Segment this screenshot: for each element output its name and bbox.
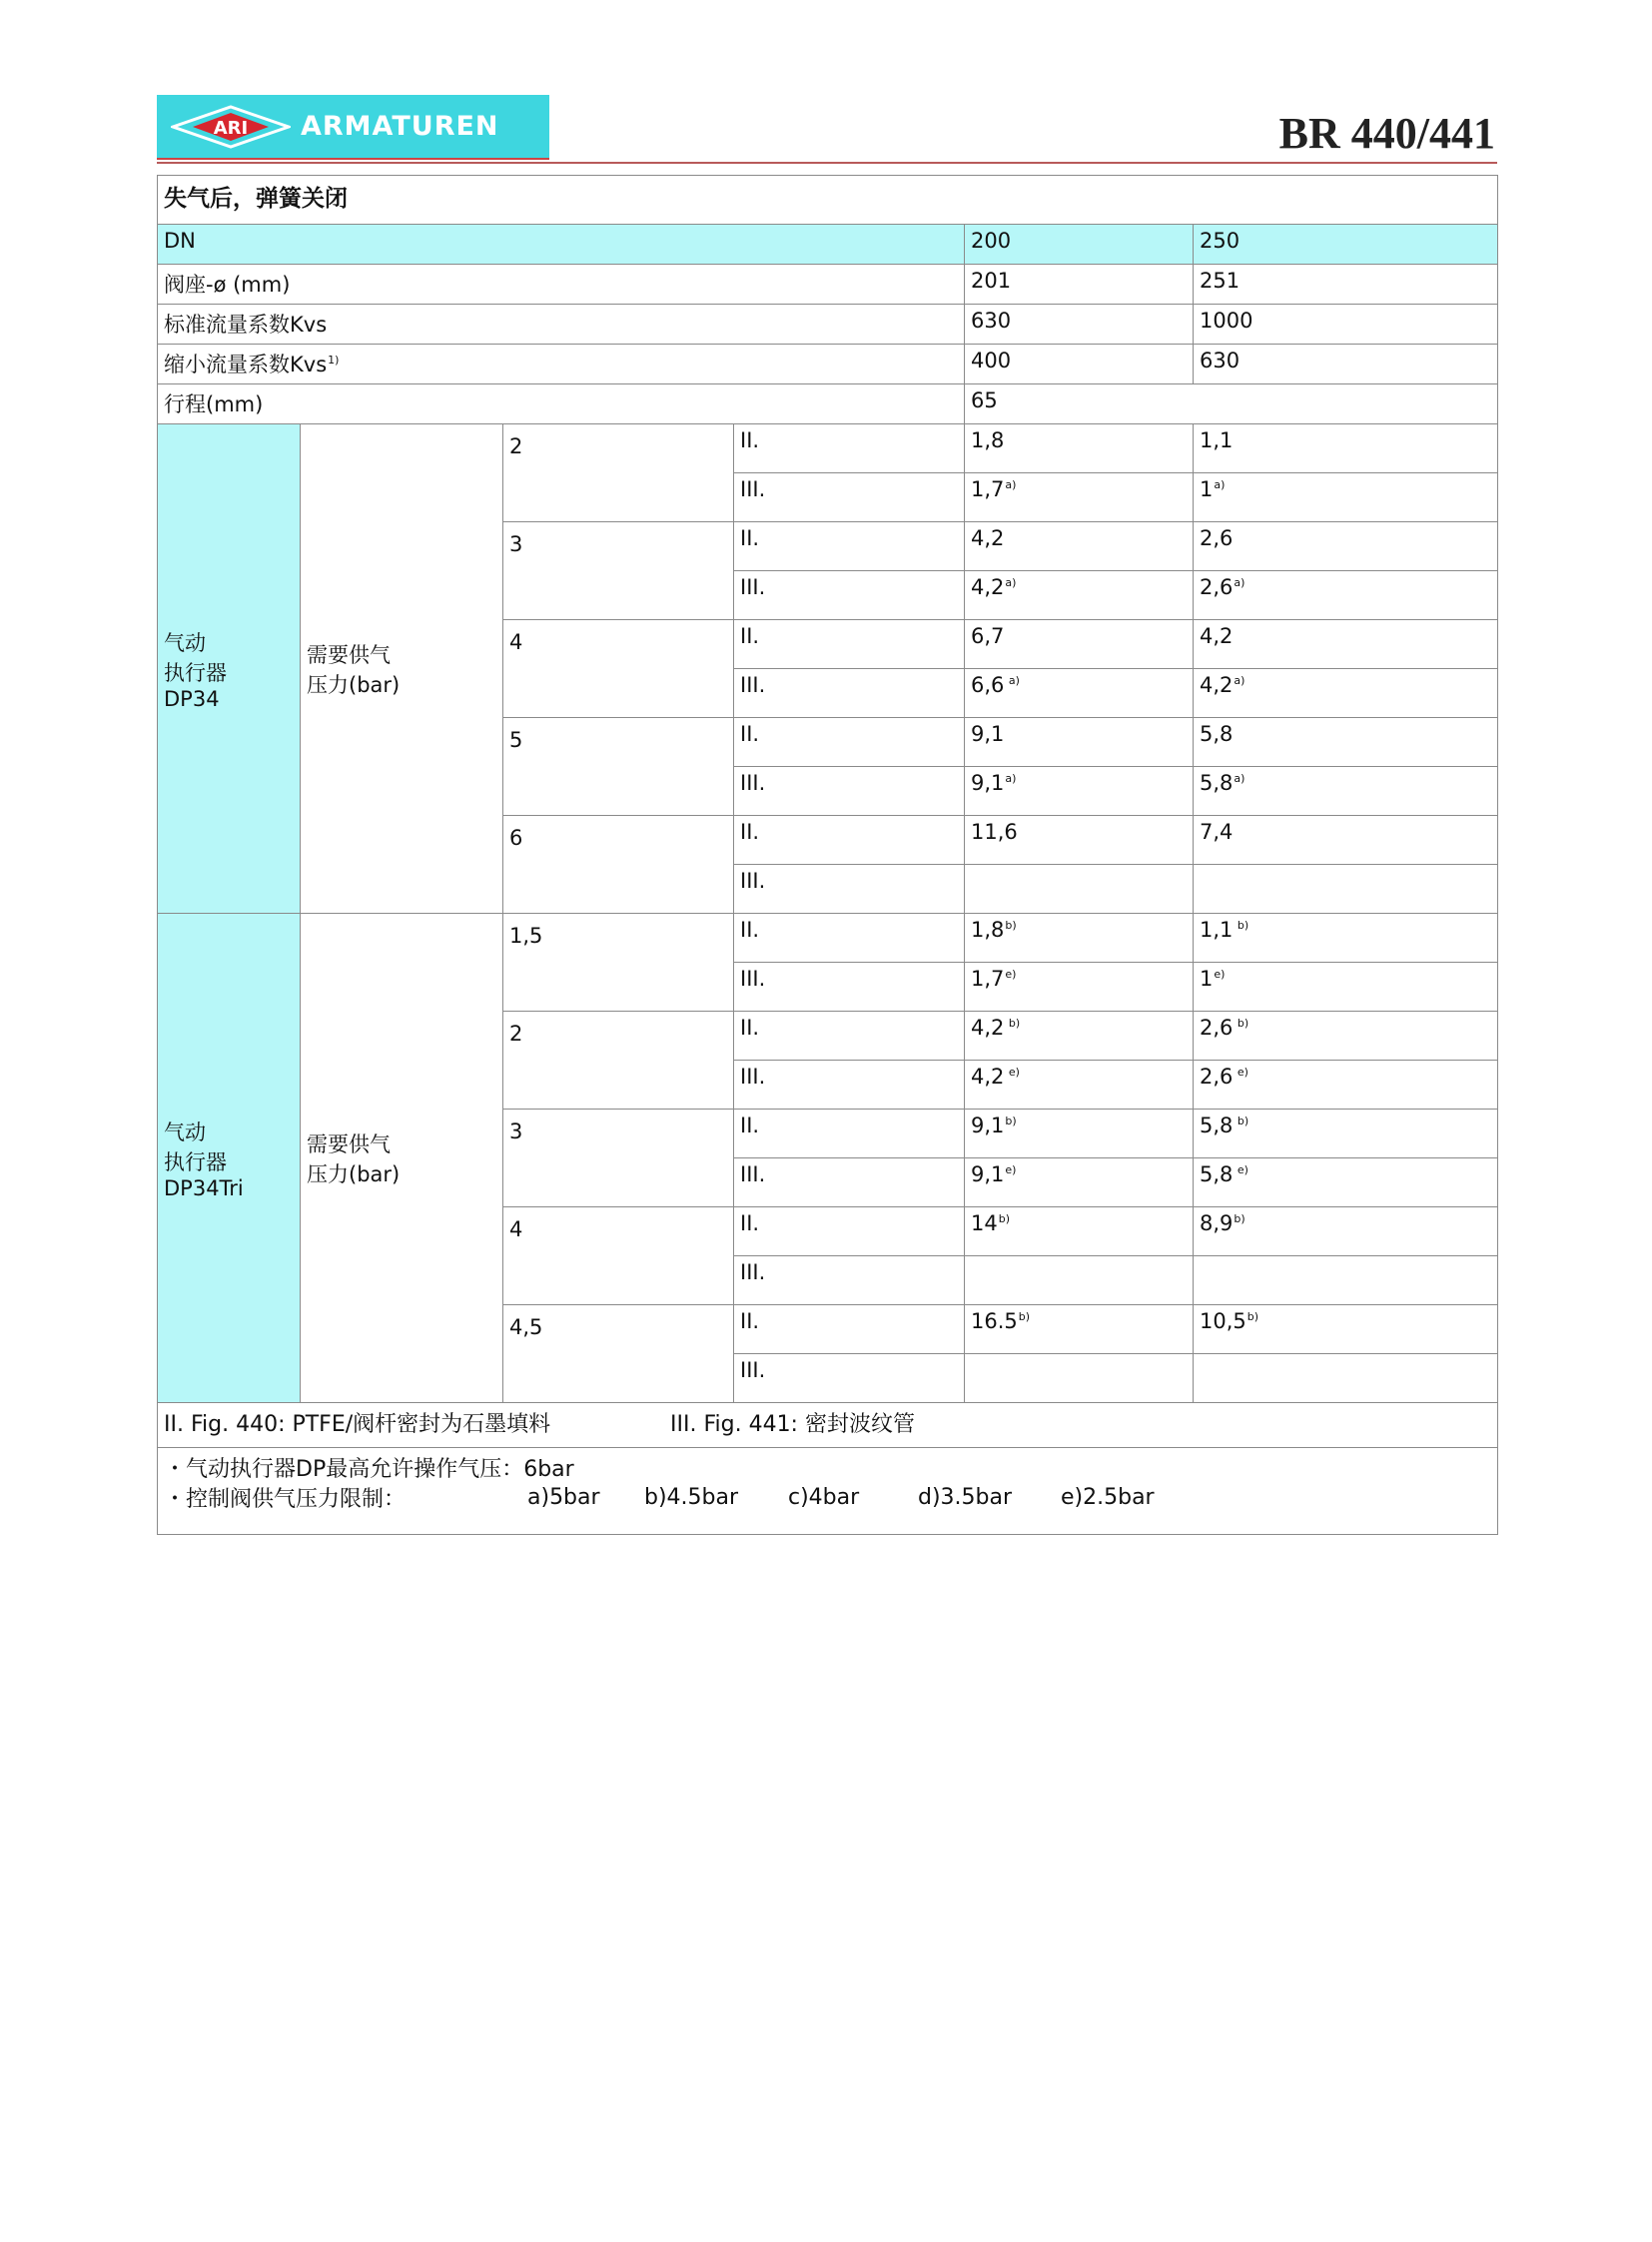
supply-pressure-value-2 <box>1194 669 1498 718</box>
fig-type: III. <box>734 1354 965 1403</box>
supply-pressure-value-1 <box>965 1012 1194 1061</box>
value-text: 4,2 <box>1200 624 1234 648</box>
value-text: 7,4 <box>1200 820 1234 844</box>
fig-types-row <box>158 1403 1498 1448</box>
value-footnote: a) <box>1234 772 1245 785</box>
seat-value-1: 201 <box>965 265 1194 305</box>
fig-type: II. <box>734 424 965 473</box>
kvs-reduced-value-2: 630 <box>1194 345 1498 384</box>
supply-pressure-value-2 <box>1194 424 1498 473</box>
supply-pressure-value-1 <box>965 718 1194 767</box>
pressure-value: 5 <box>503 718 734 816</box>
fig-type: II. <box>734 1012 965 1061</box>
header-rule <box>157 162 1497 164</box>
actuator-name-line: DP34 <box>164 686 220 711</box>
supply-pressure-value-2 <box>1194 1256 1498 1305</box>
pressure-label-line: 需要供气 <box>307 1131 391 1156</box>
supply-pressure-value-2 <box>1194 767 1498 816</box>
dn-value-1: 200 <box>965 225 1194 265</box>
fig-type: II. <box>734 522 965 571</box>
kvs-reduced-label <box>158 345 965 384</box>
value-text: 8,9 <box>1200 1211 1234 1235</box>
pressure-value: 2 <box>503 1012 734 1110</box>
supply-pressure-value-1 <box>965 424 1194 473</box>
value-text: 4,2 <box>971 1016 1005 1040</box>
value-footnote: a) <box>1214 478 1226 491</box>
actuator-name-line: DP34Tri <box>164 1175 244 1200</box>
value-text: 9,1 <box>971 722 1005 746</box>
value-text: 2,6 <box>1200 526 1234 550</box>
pressure-label-line: 压力(bar) <box>307 1161 401 1186</box>
supply-pressure-value-2 <box>1194 1158 1498 1207</box>
value-text: 9,1 <box>971 1162 1005 1186</box>
value-text: 9,1 <box>971 771 1005 795</box>
value-footnote: e) <box>1005 1066 1020 1079</box>
value-text: 14 <box>971 1211 998 1235</box>
value-footnote: b) <box>1234 919 1249 932</box>
pressure-value: 1,5 <box>503 914 734 1012</box>
value-text: 11,6 <box>971 820 1018 844</box>
value-footnote: a) <box>1005 674 1020 687</box>
value-text: 5,8 <box>1200 722 1234 746</box>
fig-type: II. <box>734 1207 965 1256</box>
fig-type: III. <box>734 1256 965 1305</box>
kvs-reduced-footnote: 1) <box>328 354 340 367</box>
note-max-pressure: ・气动执行器DP最高允许操作气压：6bar <box>164 1456 574 1482</box>
value-footnote: b) <box>1018 1310 1031 1323</box>
supply-pressure-value-1 <box>965 816 1194 865</box>
supply-pressure-value-2 <box>1194 1012 1498 1061</box>
fig-type: II. <box>734 1305 965 1354</box>
fig-type: III. <box>734 473 965 522</box>
supply-pressure-value-2 <box>1194 1207 1498 1256</box>
value-footnote: b) <box>998 1212 1011 1225</box>
value-footnote: e) <box>1234 1163 1248 1176</box>
value-text: 5,8 <box>1200 1162 1234 1186</box>
stroke-value: 65 <box>965 384 1498 424</box>
supply-pressure-value-1 <box>965 1256 1194 1305</box>
fig-type: II. <box>734 620 965 669</box>
actuator-name-line: 执行器 <box>164 660 227 685</box>
value-text: 1 <box>1200 967 1214 991</box>
limit-e: e)2.5bar <box>1061 1484 1155 1510</box>
supply-pressure-value-1 <box>965 1061 1194 1110</box>
supply-pressure-value-1 <box>965 620 1194 669</box>
supply-pressure-value-1 <box>965 1110 1194 1158</box>
notes-cell <box>158 1448 1498 1535</box>
fig-type: II. <box>734 1110 965 1158</box>
fig-type: III. <box>734 865 965 914</box>
fig-type: II. <box>734 914 965 963</box>
actuator-row <box>158 914 1498 963</box>
value-text: 6,7 <box>971 624 1005 648</box>
value-text: 4,2 <box>971 575 1005 599</box>
value-footnote: b) <box>1234 1017 1249 1030</box>
value-text: 2,6 <box>1200 575 1234 599</box>
value-text: 10,5 <box>1200 1309 1246 1333</box>
spec-table <box>157 175 1498 1535</box>
pressure-value: 3 <box>503 1110 734 1207</box>
value-text: 1,7 <box>971 477 1005 501</box>
value-text: 5,8 <box>1200 1114 1234 1137</box>
value-text: 1,8 <box>971 428 1005 452</box>
value-text: 2,6 <box>1200 1016 1234 1040</box>
value-footnote: b) <box>1005 1017 1021 1030</box>
section-title: 失气后，弹簧关闭 <box>158 176 1498 225</box>
supply-pressure-value-1 <box>965 865 1194 914</box>
supply-pressure-value-1 <box>965 1207 1194 1256</box>
supply-pressure-value-2 <box>1194 865 1498 914</box>
fig-type: III. <box>734 1158 965 1207</box>
logo-text: ARMATUREN <box>301 111 499 142</box>
limit-c: c)4bar <box>788 1484 860 1510</box>
fig-type: III. <box>734 1061 965 1110</box>
supply-pressure-value-1 <box>965 1305 1194 1354</box>
kvs-label: 标准流量系数Kvs <box>158 305 965 345</box>
actuator-row <box>158 424 1498 473</box>
fig-type-iii: III. Fig. 441: 密封波纹管 <box>670 1412 915 1437</box>
supply-pressure-value-2 <box>1194 522 1498 571</box>
supply-pressure-value-2 <box>1194 718 1498 767</box>
supply-pressure-value-1 <box>965 767 1194 816</box>
value-text: 1,1 <box>1200 918 1234 942</box>
logo-mark: ARI <box>213 117 249 139</box>
ari-diamond-icon <box>171 105 291 149</box>
footer-body <box>158 1403 1498 1535</box>
supply-pressure-value-1 <box>965 1158 1194 1207</box>
supply-pressure-value-2 <box>1194 1110 1498 1158</box>
value-footnote: a) <box>1234 576 1245 589</box>
value-text: 9,1 <box>971 1114 1005 1137</box>
limit-d: d)3.5bar <box>918 1484 1013 1510</box>
value-footnote: e) <box>1005 968 1017 981</box>
supply-pressure-value-2 <box>1194 1354 1498 1403</box>
value-text: 4,2 <box>971 1065 1005 1089</box>
value-footnote: a) <box>1005 772 1017 785</box>
value-footnote: e) <box>1005 1163 1017 1176</box>
supply-pressure-value-1 <box>965 522 1194 571</box>
dn-value-2: 250 <box>1194 225 1498 265</box>
value-footnote: e) <box>1234 1066 1248 1079</box>
doc-title: BR 440/441 <box>1278 109 1495 158</box>
supply-pressure-value-2 <box>1194 1061 1498 1110</box>
supply-pressure-value-2 <box>1194 914 1498 963</box>
pressure-value: 4 <box>503 620 734 718</box>
fig-type: III. <box>734 963 965 1012</box>
supply-pressure-value-1 <box>965 571 1194 620</box>
value-text: 6,6 <box>971 673 1005 697</box>
fig-type-ii: II. Fig. 440: PTFE/阀杆密封为石墨填料 <box>164 1412 551 1437</box>
fig-type: III. <box>734 767 965 816</box>
ari-logo <box>157 95 549 160</box>
pressure-value: 6 <box>503 816 734 914</box>
value-text: 1,1 <box>1200 428 1234 452</box>
spec-table-body <box>158 176 1498 1403</box>
pressure-value: 2 <box>503 424 734 522</box>
value-footnote: b) <box>1234 1115 1249 1127</box>
pressure-value: 3 <box>503 522 734 620</box>
kvs-value-2: 1000 <box>1194 305 1498 345</box>
supply-pressure-value-2 <box>1194 473 1498 522</box>
limit-a: a)5bar <box>527 1484 600 1510</box>
actuator-name-line: 执行器 <box>164 1149 227 1174</box>
fig-type: III. <box>734 571 965 620</box>
value-text: 5,8 <box>1200 771 1234 795</box>
value-text: 2,6 <box>1200 1065 1234 1089</box>
fig-type: II. <box>734 718 965 767</box>
supply-pressure-value-2 <box>1194 620 1498 669</box>
value-text: 4,2 <box>1200 673 1234 697</box>
actuator-name-cell <box>158 914 301 1403</box>
supply-pressure-value-1 <box>965 963 1194 1012</box>
pressure-label-cell <box>301 914 503 1403</box>
kvs-reduced-value-1: 400 <box>965 345 1194 384</box>
supply-pressure-value-1 <box>965 1354 1194 1403</box>
supply-pressure-value-2 <box>1194 1305 1498 1354</box>
value-footnote: b) <box>1234 1212 1245 1225</box>
kvs-reduced-label-text: 缩小流量系数Kvs <box>164 353 328 376</box>
seat-label: 阀座-ø (mm) <box>158 265 965 305</box>
supply-pressure-value-1 <box>965 473 1194 522</box>
value-text: 1,8 <box>971 918 1005 942</box>
stroke-label: 行程(mm) <box>158 384 965 424</box>
value-text: 16.5 <box>971 1309 1018 1333</box>
supply-pressure-value-2 <box>1194 571 1498 620</box>
fig-type: II. <box>734 816 965 865</box>
pressure-value: 4,5 <box>503 1305 734 1403</box>
seat-value-2: 251 <box>1194 265 1498 305</box>
dn-label: DN <box>158 225 965 265</box>
value-footnote: e) <box>1214 968 1226 981</box>
pressure-value: 4 <box>503 1207 734 1305</box>
value-text: 4,2 <box>971 526 1005 550</box>
supply-pressure-value-2 <box>1194 963 1498 1012</box>
actuator-name-line: 气动 <box>164 1120 206 1144</box>
supply-pressure-value-1 <box>965 669 1194 718</box>
value-footnote: b) <box>1246 1310 1259 1323</box>
note-limit-label: ・控制阀供气压力限制： <box>164 1486 407 1512</box>
pressure-label-cell <box>301 424 503 914</box>
supply-pressure-value-2 <box>1194 816 1498 865</box>
value-text: 1,7 <box>971 967 1005 991</box>
pressure-label-line: 压力(bar) <box>307 672 401 697</box>
value-text: 1 <box>1200 477 1214 501</box>
value-footnote: a) <box>1234 674 1245 687</box>
value-footnote: a) <box>1005 478 1017 491</box>
value-footnote: b) <box>1005 1115 1017 1127</box>
value-footnote: a) <box>1005 576 1017 589</box>
actuator-name-cell <box>158 424 301 914</box>
pressure-label-line: 需要供气 <box>307 642 391 667</box>
kvs-value-1: 630 <box>965 305 1194 345</box>
limit-b: b)4.5bar <box>644 1484 739 1510</box>
fig-type: III. <box>734 669 965 718</box>
value-footnote: b) <box>1005 919 1017 932</box>
actuator-name-line: 气动 <box>164 630 206 655</box>
supply-pressure-value-1 <box>965 914 1194 963</box>
